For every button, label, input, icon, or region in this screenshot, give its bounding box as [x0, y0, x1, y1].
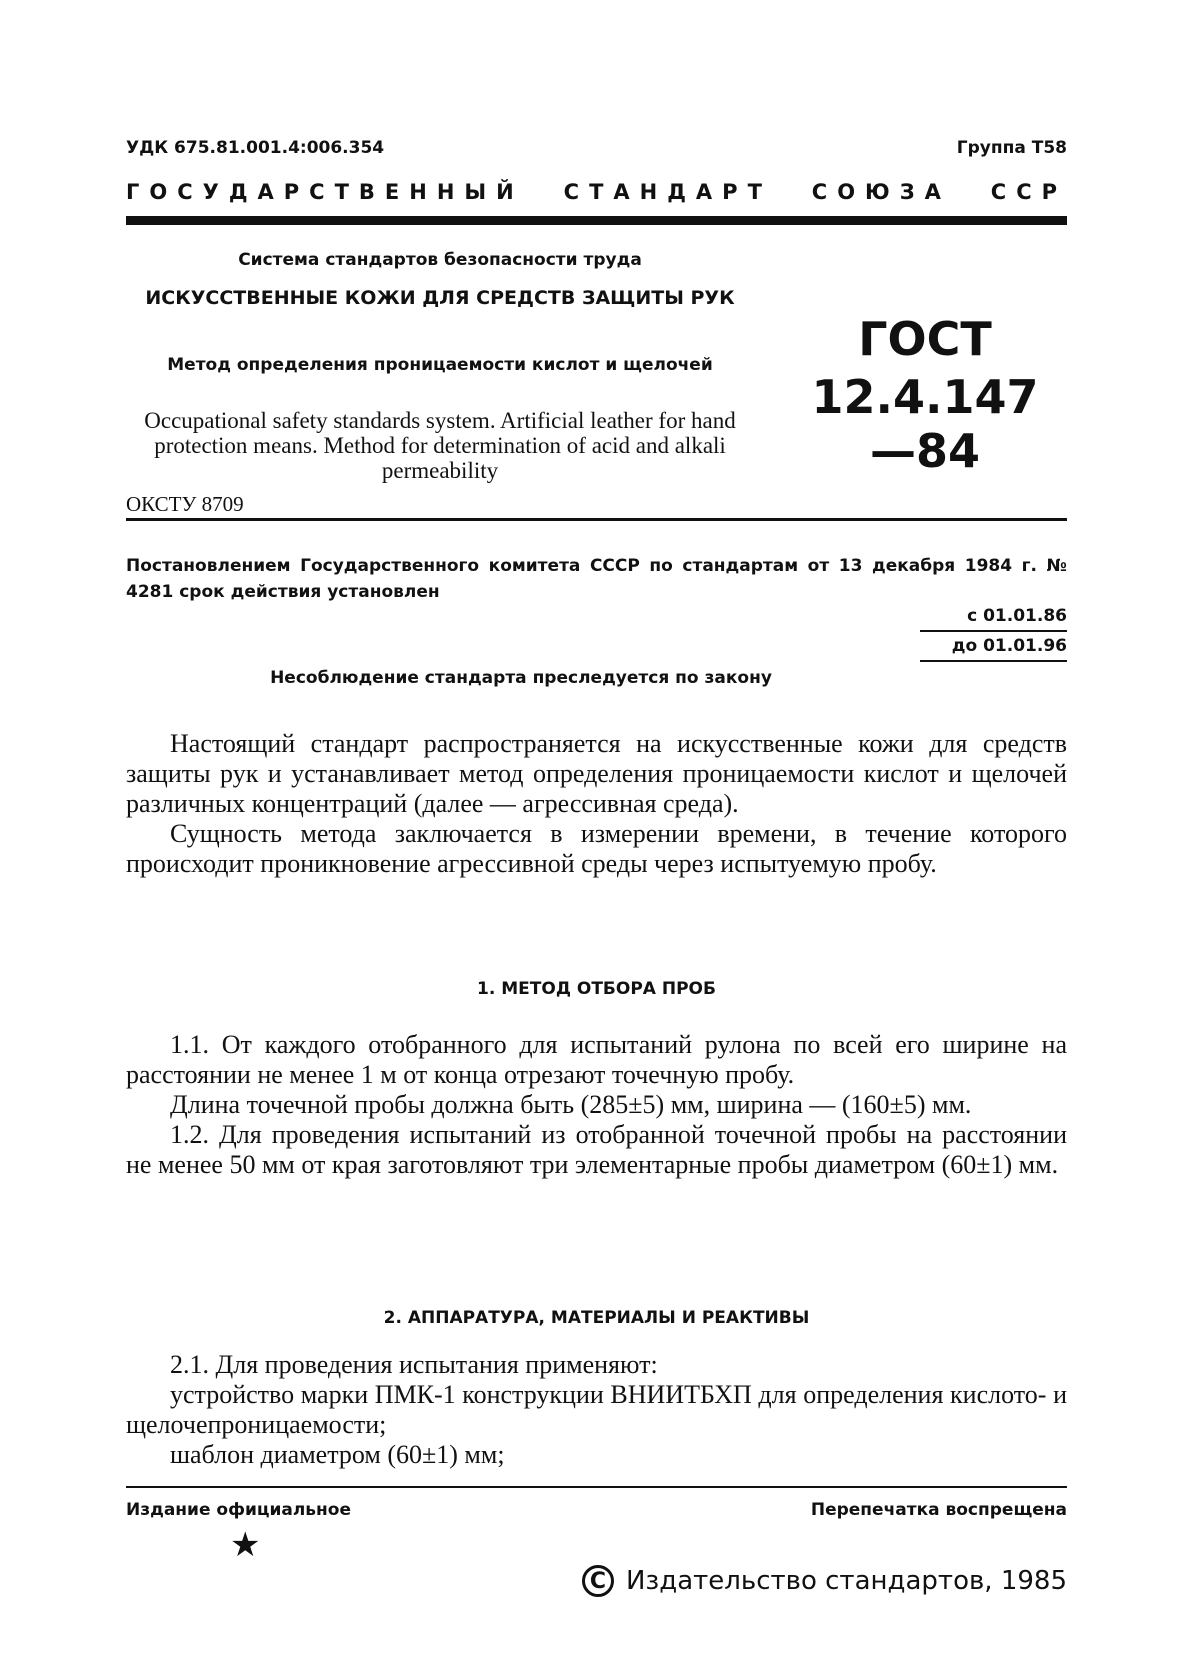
paragraph: Сущность метода заключается в измерении времени, в течение которого происходит проникновение агрессивной среды через испытуемую пробу. [126, 819, 1067, 878]
copyright-icon: C [582, 1565, 614, 1597]
header-rule [126, 216, 1067, 225]
effective-from: с 01.01.86 [920, 606, 1067, 632]
title-rule [126, 518, 1067, 521]
section-body [126, 1350, 1067, 1470]
group-code: Группа Т58 [956, 138, 1067, 158]
star-icon: ★ [230, 1527, 261, 1564]
paragraph: шаблон диаметром (60±1) мм; [170, 1440, 505, 1469]
banner-word: СОЮЗА [811, 180, 951, 204]
publisher-name: Издательство стандартов, 1985 [625, 1566, 1067, 1596]
paragraph: Настоящий стандарт распространяется на искусственные кожи для средств защиты рук и устанавливает метод определения проницаемости кислот и щелочей различных концентраций (далее — агрессивная среда). [126, 729, 1067, 818]
paragraph: 1.1. От каждого отобранного для испытаний рулона по всей его ширине на расстоянии не менее 1 м от конца отрезают точечную пробу. [126, 1030, 1067, 1089]
effective-to: до 01.01.96 [920, 636, 1067, 662]
decree-text: Постановлением Государственного комитета СССР по стандартам от 13 декабря 1984 г. № 4281 срок действия установлен [126, 556, 1067, 602]
section-body [126, 1030, 1067, 1180]
section-heading: 2. АППАРАТУРА, МАТЕРИАЛЫ И РЕАКТИВЫ [383, 1308, 810, 1328]
reprint-notice: Перепечатка воспрещена [810, 1500, 1067, 1520]
law-notice: Несоблюдение стандарта преследуется по закону [270, 668, 772, 688]
publisher-line [582, 1565, 1067, 1597]
gost-label: ГОСТ [858, 312, 992, 366]
banner-word: ГОСУДАРСТВЕННЫЙ [126, 180, 524, 204]
paragraph: 2.1. Для проведения испытания применяют: [170, 1350, 658, 1379]
banner-word: СТАНДАРТ [563, 180, 772, 204]
udk-code: УДК 675.81.001.4:006.354 [126, 138, 385, 158]
okstu-code: ОКСТУ 8709 [126, 492, 244, 516]
section-heading: 1. МЕТОД ОТБОРА ПРОБ [477, 979, 716, 999]
paragraph: Длина точечной пробы должна быть (285±5) мм, ширина — (160±5) мм. [170, 1090, 972, 1119]
edition-label: Издание официальное [126, 1500, 352, 1520]
standard-title: ИСКУССТВЕННЫЕ КОЖИ ДЛЯ СРЕДСТВ ЗАЩИТЫ РУК [145, 287, 735, 309]
intro-text [126, 729, 1067, 879]
banner-word: ССР [990, 180, 1067, 204]
paragraph: 1.2. Для проведения испытаний из отобранной точечной пробы на расстоянии не менее 50 мм от края заготовляют три элементарные пробы диаметром (60±1) мм. [126, 1120, 1067, 1179]
english-title: Occupational safety standards system. Artificial leather for hand protection means. Method for determination of acid and alkali permeability [144, 408, 736, 483]
system-title: Система стандартов безопасности труда [238, 250, 642, 270]
gost-number: 12.4.147—84 [811, 370, 1039, 478]
method-title: Метод определения проницаемости кислот и щелочей [167, 355, 713, 375]
paragraph: устройство марки ПМК-1 конструкции ВНИИТБХП для определения кислото- и щелочепроницаемости; [126, 1380, 1067, 1439]
state-standard-banner [126, 180, 1067, 204]
footer-rule [126, 1486, 1067, 1488]
